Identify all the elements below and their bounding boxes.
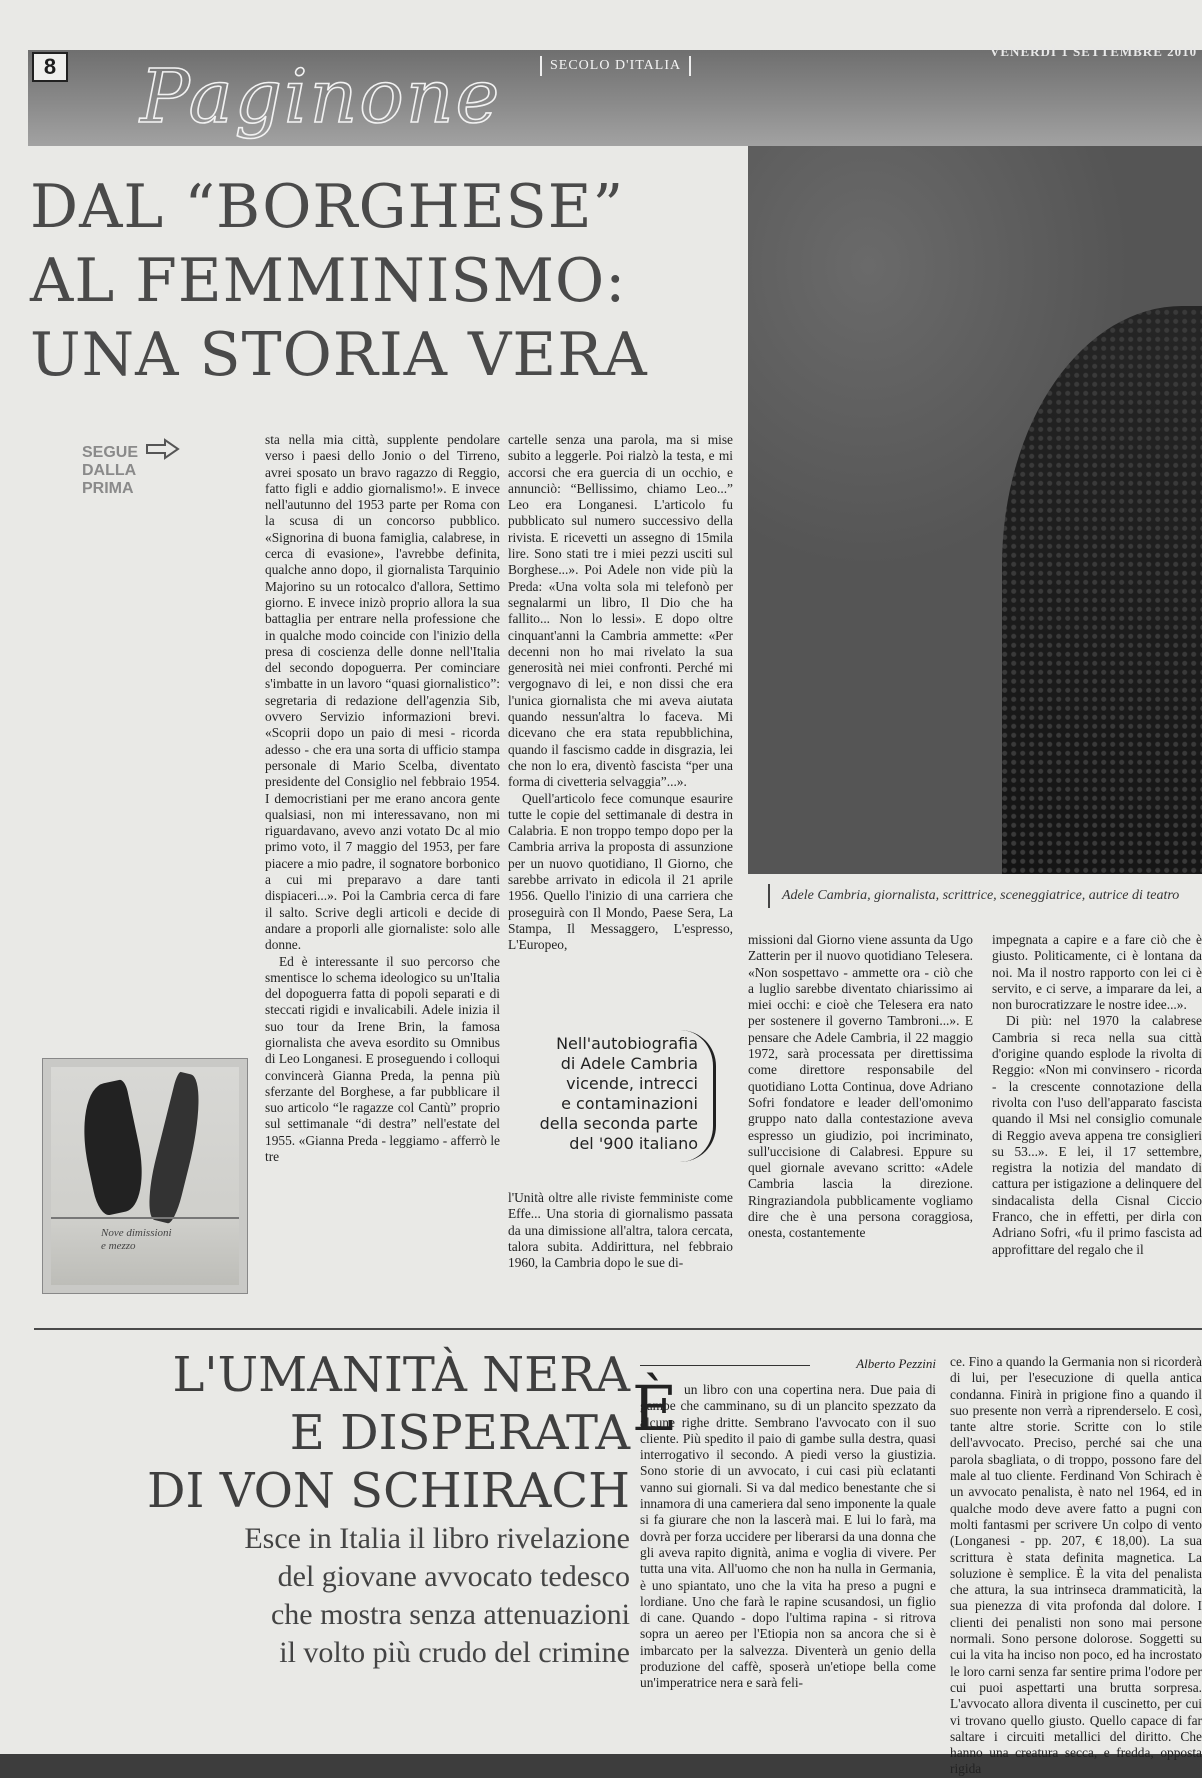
paragraph: un libro con una copertina nera. Due paia di gambe che camminano, su di un plancito spezzato da alcune righe dritte. Sembrano l'avvocato con il suo cliente. Più spedito il paio di gambe sulla destra, quasi interrogativo il secondo. A piedi verso la giustizia. Sono storie di un avvocato, i cui casi più eclatanti vanno sui giornali. Si va dal medico benestante che si innamora di una cameriera dal seno imponente la quale si fa giurare che non la lascerà mai. E lui lo farà, ma dovrà per forza uccidere per liberarsi da una donna che gli aveva rapito dignità, anima e voglia di vivere. Per tutta una vita. All'uomo che non ha nulla in Germania, è uno spiantato, uno che la vita ha preso a pugni e lordiane. Uno che farà le rapine scusandosi, un figlio di cane. Quando - dopo l'ultima rapina - si ritrova sopra un aereo per l'Etiopia non sa ancora che si è imbarcato per la salvezza. Diventerà un genio della produzione del caffè, sposerà un'etiope bella come un'imperatrice nera e sarà feli-: [640, 1382, 936, 1691]
book-sculpture-shape: [72, 1079, 152, 1217]
paragraph: sta nella mia città, supplente pendolare verso i paesi dello Jonio o del Tirreno, avrei sposato un bravo ragazzo di Reggio, fatto figli e addio giornalismo!». E invece nell'autunno del 1953 parte per Roma con la scusa di un concorso pubblico. «Signorina di buona famiglia, calabrese, in cerca di evasione», l'avrebbe definita, qualche anno dopo, il giornalista Tarquinio Majorino su un rotocalco d'allora, Settimo giorno. E invece inizò proprio allora la sua battaglia per entrare nella professione che in qualche modo coincide con l'inizio della presa di coscienza delle donne nell'Italia del secondo dopoguerra. Per cominciare s'imbatte in un lavoro “quasi giornalistico”: segretaria di redazione dell'agenzia Sib, ovvero Servizio informazioni brevi. «Scoprii dopo un paio di mesi - ricorda adesso - che era una sorta di ufficio stampa personale di Mario Scelba, diventato presidente del Consiglio nel febbraio 1954. I democristiani per me erano ancora gente qualsiasi, non mi interessavano, non mi riguardavano, avevo anzi votato Dc al mio primo voto, il 7 maggio del 1953, per fare piacere a mio padre, il sognatore borbonico a cui mi preparavo a dare tanti dispiaceri...». Poi la Cambria cerca di fare il salto. Scrive degli articoli e decide di andare a proporli alle giornaliste: solo alle donne.: [265, 432, 500, 953]
segue-line: DALLA: [82, 462, 137, 479]
main-headline: [30, 170, 740, 392]
book-sculpture-shape: [141, 1071, 210, 1225]
book-title-line: Nove dimissioni: [101, 1227, 172, 1239]
paragraph: cartelle senza una parola, ma si mise subito a leggerle. Poi rialzò la testa, e mi accorsi che era guercia di un occhio, e annunciò: “Bellissimo, chiamo Leo...” Leo era Longanesi. L'articolo fu pubblicato sul numero successivo della rivista. E ricevetti un assegno di 15mila lire. Sono stati tre i miei pezzi usciti sul Borghese...». Poi Adele non vide più la Preda: «Una volta sola mi telefonò per segnalarmi un libro, Il Dio che ha fallito... Non lo lessi». E dopo oltre cinquant'anni la Cambria ammette: «Per decenni non ho mai rivelato la sua generosità nei miei confronti. Perché mi vergognavo di lei, e non dissi che era l'unica giornalista che mi aveva aiutata quando nessun'altra lo faceva. Mi dicevano che era stata repubblichina, quando il fascismo cadde in disgrazia, lei che non lo era, diventò fascista “per una forma di civetteria selvaggia”...».: [508, 432, 733, 790]
paragraph: Ed è interessante il suo percorso che smentisce lo schema ideologico su un'Italia del dopoguerra fatta di popoli separati e di steccati rigidi e invalicabili. Adele inizia il suo tour da Irene Brin, la famosa giornalista che aveva esordito su Omnibus di Leo Longanesi. E proseguendo i colloqui convincerà Gianna Preda, la penna più sferzante del Borghese, a far pubblicare il suo articolo “le ragazze col Cantù” proprio sul settimanale “di destra” nell'estate del 1955. «Gianna Preda - leggiamo - afferrò le tre: [265, 953, 500, 1165]
drop-cap: È: [632, 1372, 678, 1445]
paragraph: missioni dal Giorno viene assunta da Ugo Zatterin per il nuovo quotidiano Telesera. «Non sospettavo - ammette ora - ciò che a luglio sarebbe diventato chiarissimo ai miei occhi: e cioè che Telesera era nato per sostenere il governo Tambroni...». E pensare che Adele Cambria, il 22 maggio 1972, sarà processata per direttissima come direttore responsabile del quotidiano Lotta Continua, dove Adriano Sofri fondatore e leader dell'omonimo gruppo nato dalla contestazione aveva espresso un giudizio, poi incriminato, sull'uccisione di Calabresi. Eppure su quel giornale avevano scritto: «Adele Cambria lascia la direzione. Ringraziandola pubblicamente vogliamo dire che è una persona coraggiosa, onesta, costantemente: [748, 932, 973, 1241]
article-column-2: [508, 432, 733, 1010]
article2-column-1: [640, 1382, 936, 1754]
article-column-2-continued: [508, 1190, 733, 1296]
book-title-line: e mezzo: [101, 1240, 136, 1252]
headline-line: L'UMANITÀ NERA: [172, 1347, 630, 1403]
masthead: SECOLO D'ITALIA: [540, 56, 691, 76]
second-headline: [40, 1346, 630, 1520]
headline-line: E DISPERATA: [289, 1405, 630, 1461]
page-number: 8: [32, 52, 68, 82]
headline-line: UNA STORIA VERA: [30, 320, 648, 390]
pull-quote-bracket: [680, 1030, 716, 1162]
pull-quote-line: vicende, intrecci: [566, 1074, 698, 1093]
article-column-3: [748, 932, 973, 1296]
segue-line: PRIMA: [82, 480, 134, 497]
segue-line: SEGUE: [82, 444, 139, 461]
paragraph: ce. Fino a quando la Germania non si ricorderà di lui, per l'esecuzione di quella antica condanna. Finirà in prigione fino a quando il suo presente non verrà a riprenderselo. E così, tante altre storie. Scritte con lo stile dell'avvocato. Preciso, perché sai che una parola sbagliata, o di troppo, possono fare del male al tuo cliente. Ferdinand Von Schirach è un avvocato penalista, è nato nel 1964, ed in qualche modo deve avere fatto a pugni con molti fantasmi per scrivere Un colpo di vento (Longanesi - pp. 207, € 18,00). La sua scrittura è stata definita magnetica. La soluzione è semplice. È la vita del penalista che attura, la sua intrinseca drammaticità, la sua pienezza di vita profonda dal dolore. I clienti dei penalisti non sono mai persone normali. Sono persone dolorose. Soggetti su cui la vita ha inciso non poco, ed ha incrostato le loro carni senza far sentire prima l'odore per cui puoi aspettarti una brutta sorpresa. L'avvocato allora diventa il cuscinetto, per cui vi trovano quello giusto. Quello capace di far saltare i circuiti metallici del diritto. Che hanno una creatura secca, e fredda, opposta rigida: [950, 1354, 1202, 1777]
section-title: Paginone: [140, 54, 502, 140]
pull-quote-line: del '900 italiano: [569, 1134, 698, 1153]
subhead-line: Esce in Italia il libro rivelazione: [244, 1522, 630, 1555]
headline-line: DAL “BORGHESE”: [30, 172, 625, 242]
paragraph: l'Unità oltre alle riviste femministe come Effe... Una storia di giornalismo passata da una dimissione all'altra, talora cercata, talora subita. Addirittura, nel febbraio 1960, la Cambria dopo le sue di-: [508, 1190, 733, 1271]
paragraph: Quell'articolo fece comunque esaurire tutte le copie del settimanale di destra in Calabria. E non troppo tempo dopo per la Cambria arriva la proposta di assunzione per un nuovo quotidiano, Il Giorno, che sarebbe arrivato in edicola il 21 aprile 1956. Quello l'inizio di una carriera che proseguirà con Il Mondo, Paese Sera, La Stampa, Il Messaggero, L'espresso, L'Europeo,: [508, 790, 733, 953]
photo-figure: [1002, 306, 1202, 874]
subhead-line: che mostra senza attenuazioni: [270, 1598, 630, 1631]
paragraph: impegnata a capire e a fare ciò che è giusto. Politicamente, ci è lontana da noi. Ma il nostro rapporto con lei ci è servito, e ci serve, a imparare da lei, a non burocratizzare le nostre idee...».: [992, 932, 1202, 1013]
paragraph: Di più: nel 1970 la calabrese Cambria si reca nella sua città d'origine quando esplode la rivolta di Reggio: «Non mi convinsero - ricorda - la crescente connotazione della rivolta con l'uso dell'apparato fascista quando il Msi nel consiglio comunale di Reggio aveva appena tre consiglieri su 53...». E lei, il 17 settembre, registra la notizia del mandato di cattura per istigazione a delinquere del sindacalista della Cisnal Ciccio Franco, che in effetti, per dirla con Adriano Sofri, «fu il primo fascista ad approfittare del regalo che il: [992, 1013, 1202, 1257]
pull-quote-line: e contaminazioni: [561, 1094, 698, 1113]
photo-caption: Adele Cambria, giornalista, scrittrice, sceneggiatrice, autrice di teatro: [768, 884, 1202, 908]
pull-quote-line: di Adele Cambria: [560, 1054, 698, 1073]
book-horizon: [51, 1217, 239, 1219]
article-column-4: [992, 932, 1202, 1296]
date-line: VENERDÌ 1 SETTEMBRE 2010: [990, 44, 1198, 59]
subhead-line: del giovane avvocato tedesco: [277, 1560, 630, 1593]
article2-column-2: [950, 1354, 1202, 1777]
book-cover-art: [51, 1067, 239, 1285]
book-title: [101, 1227, 172, 1253]
pull-quote-line: Nell'autobiografia: [556, 1034, 698, 1053]
article-separator: [34, 1328, 1202, 1330]
book-cover-image: [42, 1058, 248, 1294]
headline-line: DI VON SCHIRACH: [147, 1463, 630, 1519]
subhead-line: il volto più crudo del crimine: [279, 1636, 630, 1669]
headline-line: AL FEMMINISMO:: [30, 246, 627, 316]
pull-quote-line: della seconda parte: [539, 1114, 698, 1133]
subheadline: [40, 1520, 630, 1672]
article-column-1: [265, 432, 500, 1296]
arrow-right-icon: [145, 438, 181, 460]
byline: Alberto Pezzini: [856, 1356, 936, 1371]
portrait-photo: [748, 146, 1202, 874]
pull-quote: [508, 1034, 698, 1154]
segue-label: [82, 444, 138, 498]
